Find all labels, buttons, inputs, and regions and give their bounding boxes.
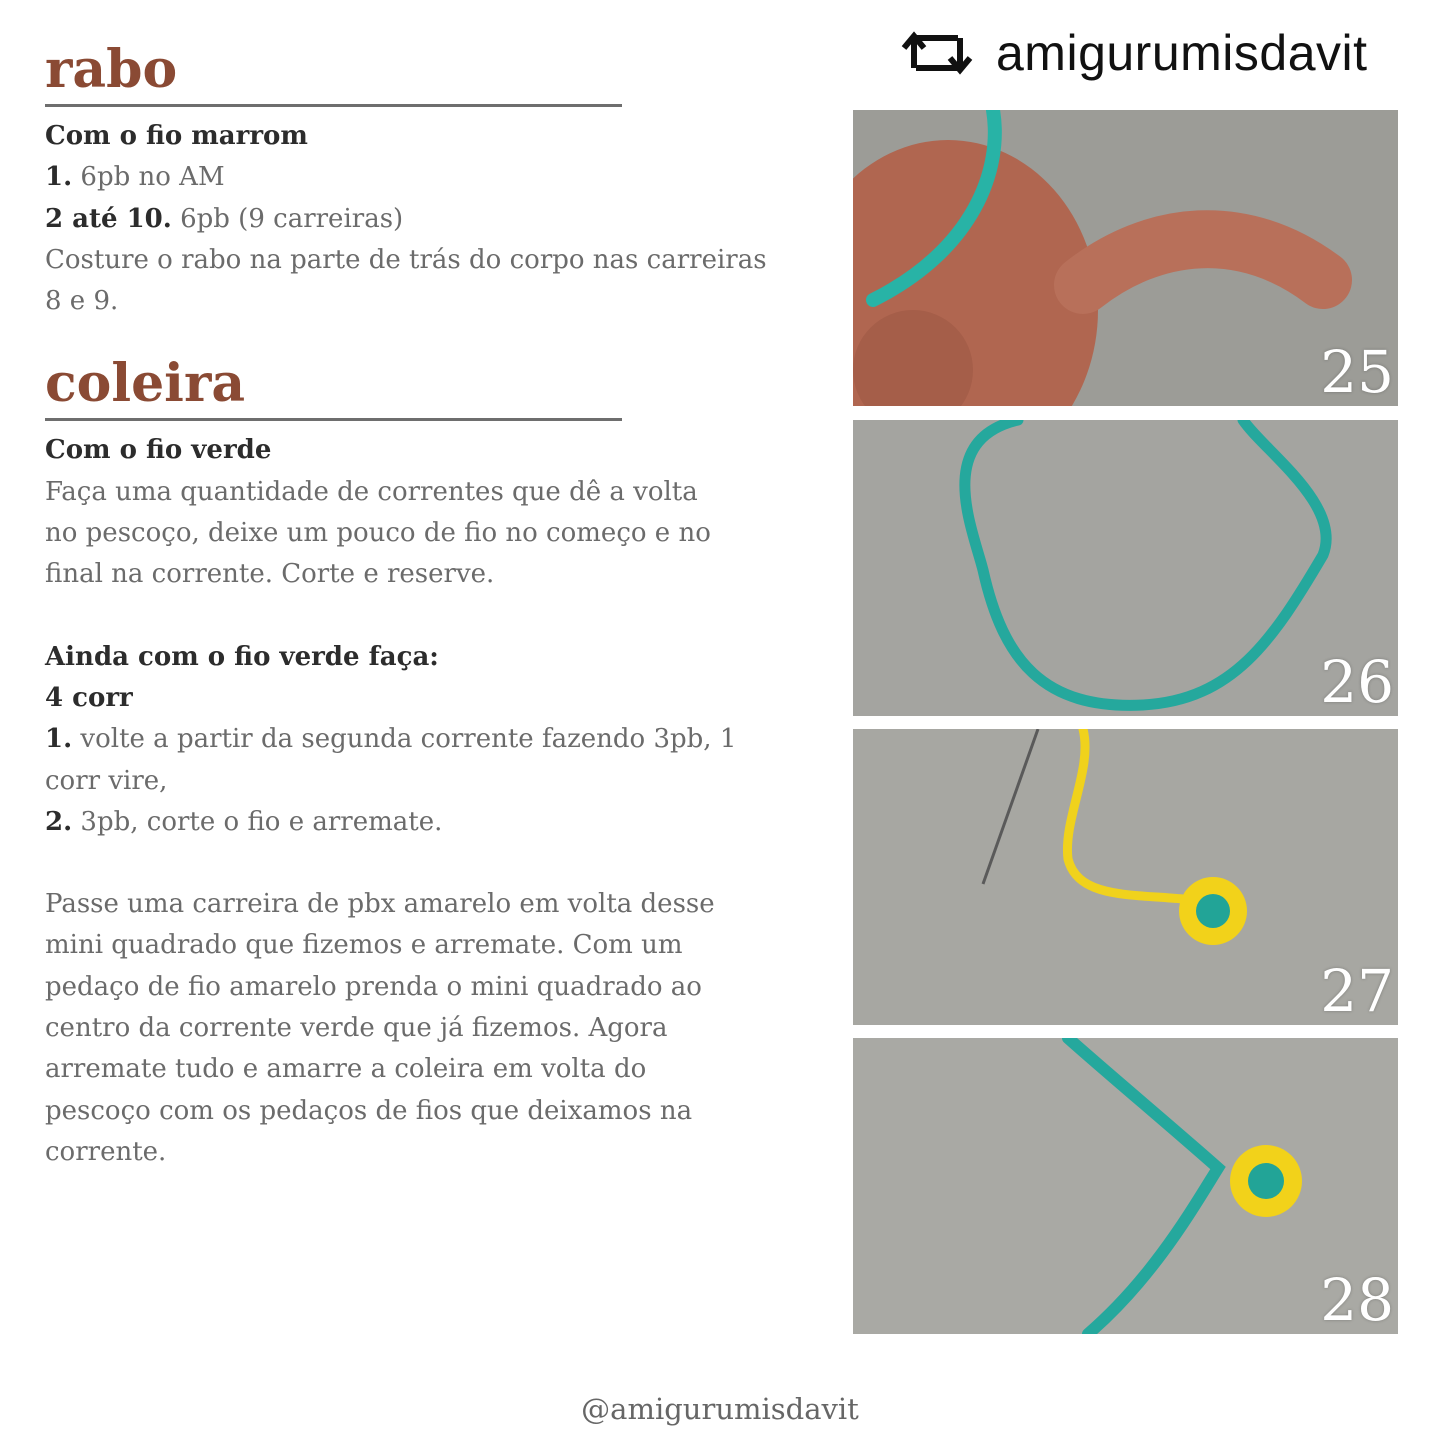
coleira-para-line: Faça uma quantidade de correntes que dê a volta — [45, 476, 698, 507]
repost-icon — [900, 26, 974, 80]
rabo-step-2 — [45, 199, 805, 240]
coleira-para-line: corrente. — [45, 1136, 167, 1167]
coleira-para-line: Passe uma carreira de pbx amarelo em volta desse — [45, 889, 715, 920]
step-text: 6pb (9 carreiras) — [171, 203, 404, 234]
coleira-subheading: 4 corr — [45, 682, 133, 713]
title-divider — [45, 418, 622, 421]
mini-square-photo-illustration — [853, 729, 1398, 1025]
coleira-step-1 — [45, 719, 805, 760]
tail-photo-illustration — [853, 110, 1398, 406]
coleira-step-2 — [45, 802, 805, 843]
chain-photo-illustration — [853, 420, 1398, 716]
section-title-coleira: coleira — [45, 353, 246, 415]
photo-number: 27 — [1320, 957, 1394, 1025]
section-title-rabo: rabo — [45, 39, 178, 100]
photo-number: 28 — [1320, 1266, 1394, 1334]
step-text: 3pb, corte o fio e arremate. — [72, 806, 443, 837]
step-text: 6pb no AM — [72, 162, 225, 193]
rabo-note-line: 8 e 9. — [45, 286, 119, 317]
rabo-note-line: Costure o rabo na parte de trás do corpo nas carreiras — [45, 244, 767, 275]
photo-26 — [853, 420, 1398, 716]
repost-bar — [900, 22, 1410, 84]
coleira-subtitle: Com o fio verde — [45, 435, 272, 466]
rabo-step-1 — [45, 157, 805, 198]
coleira-para-line: pescoço com os pedaços de fios que deixamos na — [45, 1095, 693, 1126]
coleira-para-line: centro da corrente verde que já fizemos. Agora — [45, 1013, 668, 1044]
step-number: 2 até 10. — [45, 203, 172, 234]
spacer — [45, 843, 805, 884]
photo-28 — [853, 1038, 1398, 1334]
repost-username[interactable]: amigurumisdavit — [996, 25, 1368, 81]
step-text: volte a partir da segunda corrente fazendo 3pb, 1 — [72, 724, 737, 755]
instructions — [45, 40, 805, 1173]
photo-25 — [853, 110, 1398, 406]
collar-photo-illustration — [853, 1038, 1398, 1334]
rabo-subtitle: Com o fio marrom — [45, 121, 308, 151]
coleira-para-line: no pescoço, deixe um pouco de fio no começo e no — [45, 518, 711, 549]
photo-number: 26 — [1320, 648, 1394, 716]
coleira-step-1-cont: corr vire, — [45, 765, 168, 796]
spacer — [45, 596, 805, 637]
coleira-para-line: final na corrente. Corte e reserve. — [45, 559, 495, 590]
coleira-para-line: arremate tudo e amarre a coleira em volta do — [45, 1054, 647, 1085]
photo-number: 25 — [1320, 338, 1394, 406]
title-divider — [45, 104, 622, 107]
coleira-para-line: mini quadrado que fizemos e arremate. Com um — [45, 930, 683, 961]
step-number: 2. — [45, 806, 73, 837]
step-number: 1. — [45, 724, 73, 755]
footer-handle[interactable]: @amigurumisdavit — [581, 1392, 859, 1426]
coleira-para-line: pedaço de fio amarelo prenda o mini quadrado ao — [45, 971, 702, 1002]
coleira-subheading: Ainda com o fio verde faça: — [45, 641, 439, 672]
step-number: 1. — [45, 162, 73, 193]
photo-27 — [853, 729, 1398, 1025]
